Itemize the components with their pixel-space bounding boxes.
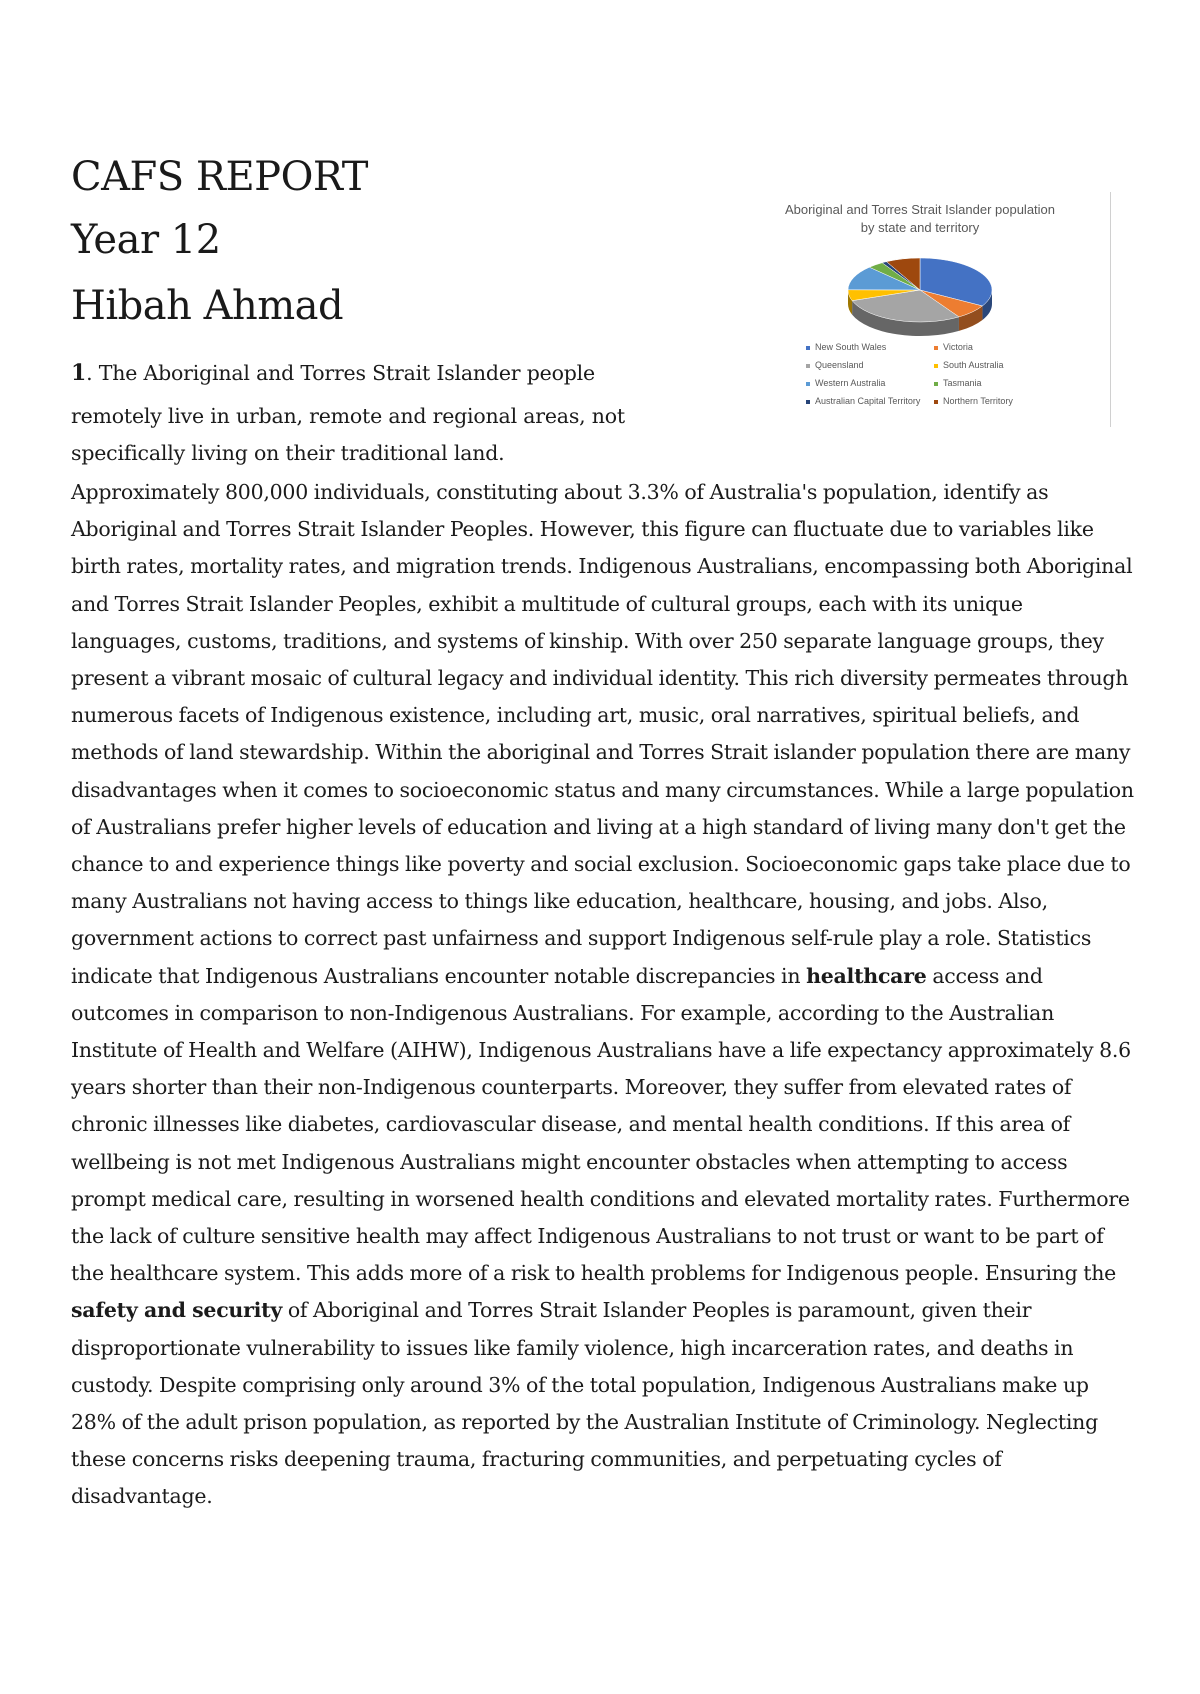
legend-swatch [934, 364, 938, 368]
section-number: 1 [71, 360, 87, 386]
intro-line-1 [71, 360, 711, 386]
legend-item [806, 396, 920, 406]
legend-swatch [806, 382, 810, 386]
intro-line-3: specifically living on their traditional land. [71, 441, 505, 465]
legend-swatch [934, 400, 938, 404]
chart-title-line-2: by state and territory [860, 220, 980, 235]
legend-item [934, 378, 982, 388]
legend-item [934, 342, 973, 352]
legend-item [934, 396, 1013, 406]
legend-swatch [806, 346, 810, 350]
intro-line-2: remotely live in urban, remote and regional areas, not [71, 404, 625, 428]
legend-label: South Australia [943, 360, 1004, 370]
legend-label: New South Wales [815, 342, 887, 352]
legend-swatch [934, 382, 938, 386]
legend-label: Northern Territory [943, 396, 1013, 406]
healthcare-keyword: healthcare [806, 963, 927, 988]
legend-swatch [806, 400, 810, 404]
legend-item [934, 360, 1004, 370]
legend-item [806, 360, 864, 370]
body-paragraph [71, 474, 1135, 1516]
safety-security-keyword: safety and security [71, 1298, 283, 1323]
legend-swatch [934, 346, 938, 350]
pie-chart-svg [750, 192, 1110, 427]
author-name: Hibah Ahmad [71, 283, 344, 329]
body-text-3: of Aboriginal and Torres Strait Islander Peoples is paramount, given their disproportionate vulnerability to issues like family violence, high incarceration rates, and deaths in custody. Despite comprising only around 3% of the total population, Indigenous Australians make up 28% of the adult prison population, as reported by the Australian Institute of Criminology. Neglecting these concerns risks deepening trauma, fracturing communities, and perpetuating cycles of disadvantage. [71, 1298, 1098, 1509]
legend-swatch [806, 364, 810, 368]
legend-label: Tasmania [943, 378, 982, 388]
year-text: Year 12 [71, 217, 221, 263]
year-label [71, 218, 221, 262]
intro-text-1: . The Aboriginal and Torres Strait Islander people [86, 361, 595, 385]
legend-item [806, 378, 885, 388]
chart-title-line-1: Aboriginal and Torres Strait Islander population [784, 202, 1056, 217]
population-pie-chart [750, 192, 1111, 427]
report-title: CAFS REPORT [71, 154, 368, 200]
legend-label: Victoria [943, 342, 973, 352]
legend-item [806, 342, 886, 352]
body-text-2: access and outcomes in comparison to non-Indigenous Australians. For example, according to the Australian Institute of Health and Welfare (AIHW), Indigenous Australians have a life expectancy approximately 8.6 years shorter than their non-Indigenous counterparts. Moreover, they suffer from elevated rates of chronic illnesses like diabetes, cardiovascular disease, and mental health conditions. If this area of wellbeing is not met Indigenous Australians might encounter obstacles when attempting to access prompt medical care, resulting in worsened health conditions and elevated mortality rates. Furthermore the lack of culture sensitive health may affect Indigenous Australians to not trust or want to be part of the healthcare system. This adds more of a risk to health problems for Indigenous people. Ensuring the [71, 963, 1131, 1286]
legend-label: Queensland [815, 360, 864, 370]
legend-label: Western Australia [815, 378, 886, 388]
body-text-1: Approximately 800,000 individuals, constituting about 3.3% of Australia's population, identify as Aboriginal and Torres Strait Islander Peoples. However, this figure can fluctuate due to variables like birth rates, mortality rates, and migration trends. Indigenous Australians, encompassing both Aboriginal and Torres Strait Islander Peoples, exhibit a multitude of cultural groups, each with its unique languages, customs, traditions, and systems of kinship. With over 250 separate language groups, they present a vibrant mosaic of cultural legacy and individual identity. This rich diversity permeates through numerous facets of Indigenous existence, including art, music, oral narratives, spiritual beliefs, and methods of land stewardship. Within the aboriginal and Torres Strait islander population there are many disadvantages when it comes to socioeconomic status and many circumstances. While a large population of Australians prefer higher levels of education and living at a high standard of living many don't get the chance to and experience things like poverty and social exclusion. Socioeconomic gaps take place due to many Australians not having access to things like education, healthcare, housing, and jobs. Also, government actions to correct past unfairness and support Indigenous self-rule play a role. Statistics indicate that Indigenous Australians encounter notable discrepancies in [71, 480, 1134, 988]
legend-label: Australian Capital Territory [815, 396, 921, 406]
